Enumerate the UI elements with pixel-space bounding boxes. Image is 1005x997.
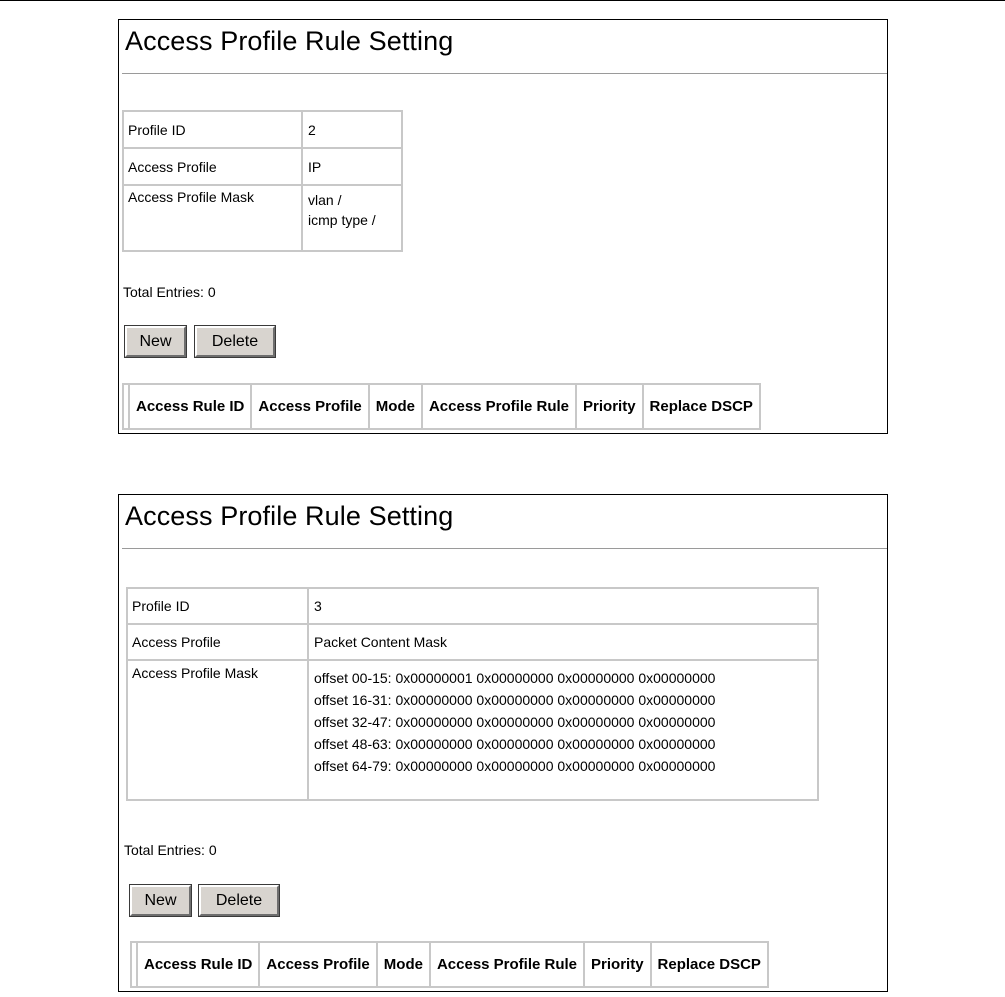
access-rules-table <box>122 383 761 430</box>
access-profile-label: Access Profile <box>123 148 302 185</box>
delete-button[interactable]: Delete <box>195 326 275 357</box>
access-rules-table <box>130 941 769 988</box>
table-header-row <box>131 942 768 987</box>
column-header: Access Profile <box>259 942 376 987</box>
profile-id-value: 2 <box>302 111 402 148</box>
mask-line: offset 16-31: 0x00000000 0x00000000 0x00000000 0x00000000 <box>314 692 716 708</box>
profile-info-table <box>126 587 819 801</box>
access-profile-mask-value <box>308 660 818 800</box>
mask-line: offset 64-79: 0x00000000 0x00000000 0x00000000 0x00000000 <box>314 758 716 774</box>
page-top-divider <box>0 0 1005 1</box>
new-button[interactable]: New <box>130 885 191 916</box>
profile-id-value: 3 <box>308 588 818 624</box>
column-header: Access Rule ID <box>129 384 251 429</box>
access-profile-value: Packet Content Mask <box>308 624 818 660</box>
column-header: Access Rule ID <box>137 942 259 987</box>
mask-line: offset 48-63: 0x00000000 0x00000000 0x00000000 0x00000000 <box>314 736 716 752</box>
access-profile-label: Access Profile <box>127 624 308 660</box>
table-header-row <box>123 384 760 429</box>
column-header: Replace DSCP <box>651 942 768 987</box>
profile-info-table <box>122 110 403 252</box>
mask-line: icmp type / <box>308 212 376 228</box>
page-title: Access Profile Rule Setting <box>125 501 454 531</box>
column-header: Priority <box>576 384 643 429</box>
profile-id-label: Profile ID <box>127 588 308 624</box>
column-header: Mode <box>377 942 430 987</box>
column-header: Access Profile Rule <box>422 384 576 429</box>
title-divider <box>122 73 887 74</box>
mask-line: offset 32-47: 0x00000000 0x00000000 0x00000000 0x00000000 <box>314 714 716 730</box>
access-profile-mask-label: Access Profile Mask <box>123 185 302 251</box>
new-button[interactable]: New <box>125 326 186 357</box>
access-profile-rule-panel-2 <box>118 494 888 992</box>
mask-line: vlan / <box>308 192 342 208</box>
delete-button[interactable]: Delete <box>199 885 279 916</box>
total-entries: Total Entries: 0 <box>123 284 216 300</box>
profile-id-label: Profile ID <box>123 111 302 148</box>
column-header: Mode <box>369 384 422 429</box>
mask-line: offset 00-15: 0x00000001 0x00000000 0x00000000 0x00000000 <box>314 670 716 686</box>
access-profile-mask-value <box>302 185 402 251</box>
access-profile-value: IP <box>302 148 402 185</box>
title-divider <box>122 548 887 549</box>
page-title: Access Profile Rule Setting <box>125 26 454 56</box>
column-header: Access Profile <box>251 384 368 429</box>
column-header: Access Profile Rule <box>430 942 584 987</box>
access-profile-rule-panel-1 <box>118 19 888 434</box>
total-entries: Total Entries: 0 <box>124 842 217 858</box>
column-header: Priority <box>584 942 651 987</box>
access-profile-mask-label: Access Profile Mask <box>127 660 308 800</box>
column-header: Replace DSCP <box>643 384 760 429</box>
